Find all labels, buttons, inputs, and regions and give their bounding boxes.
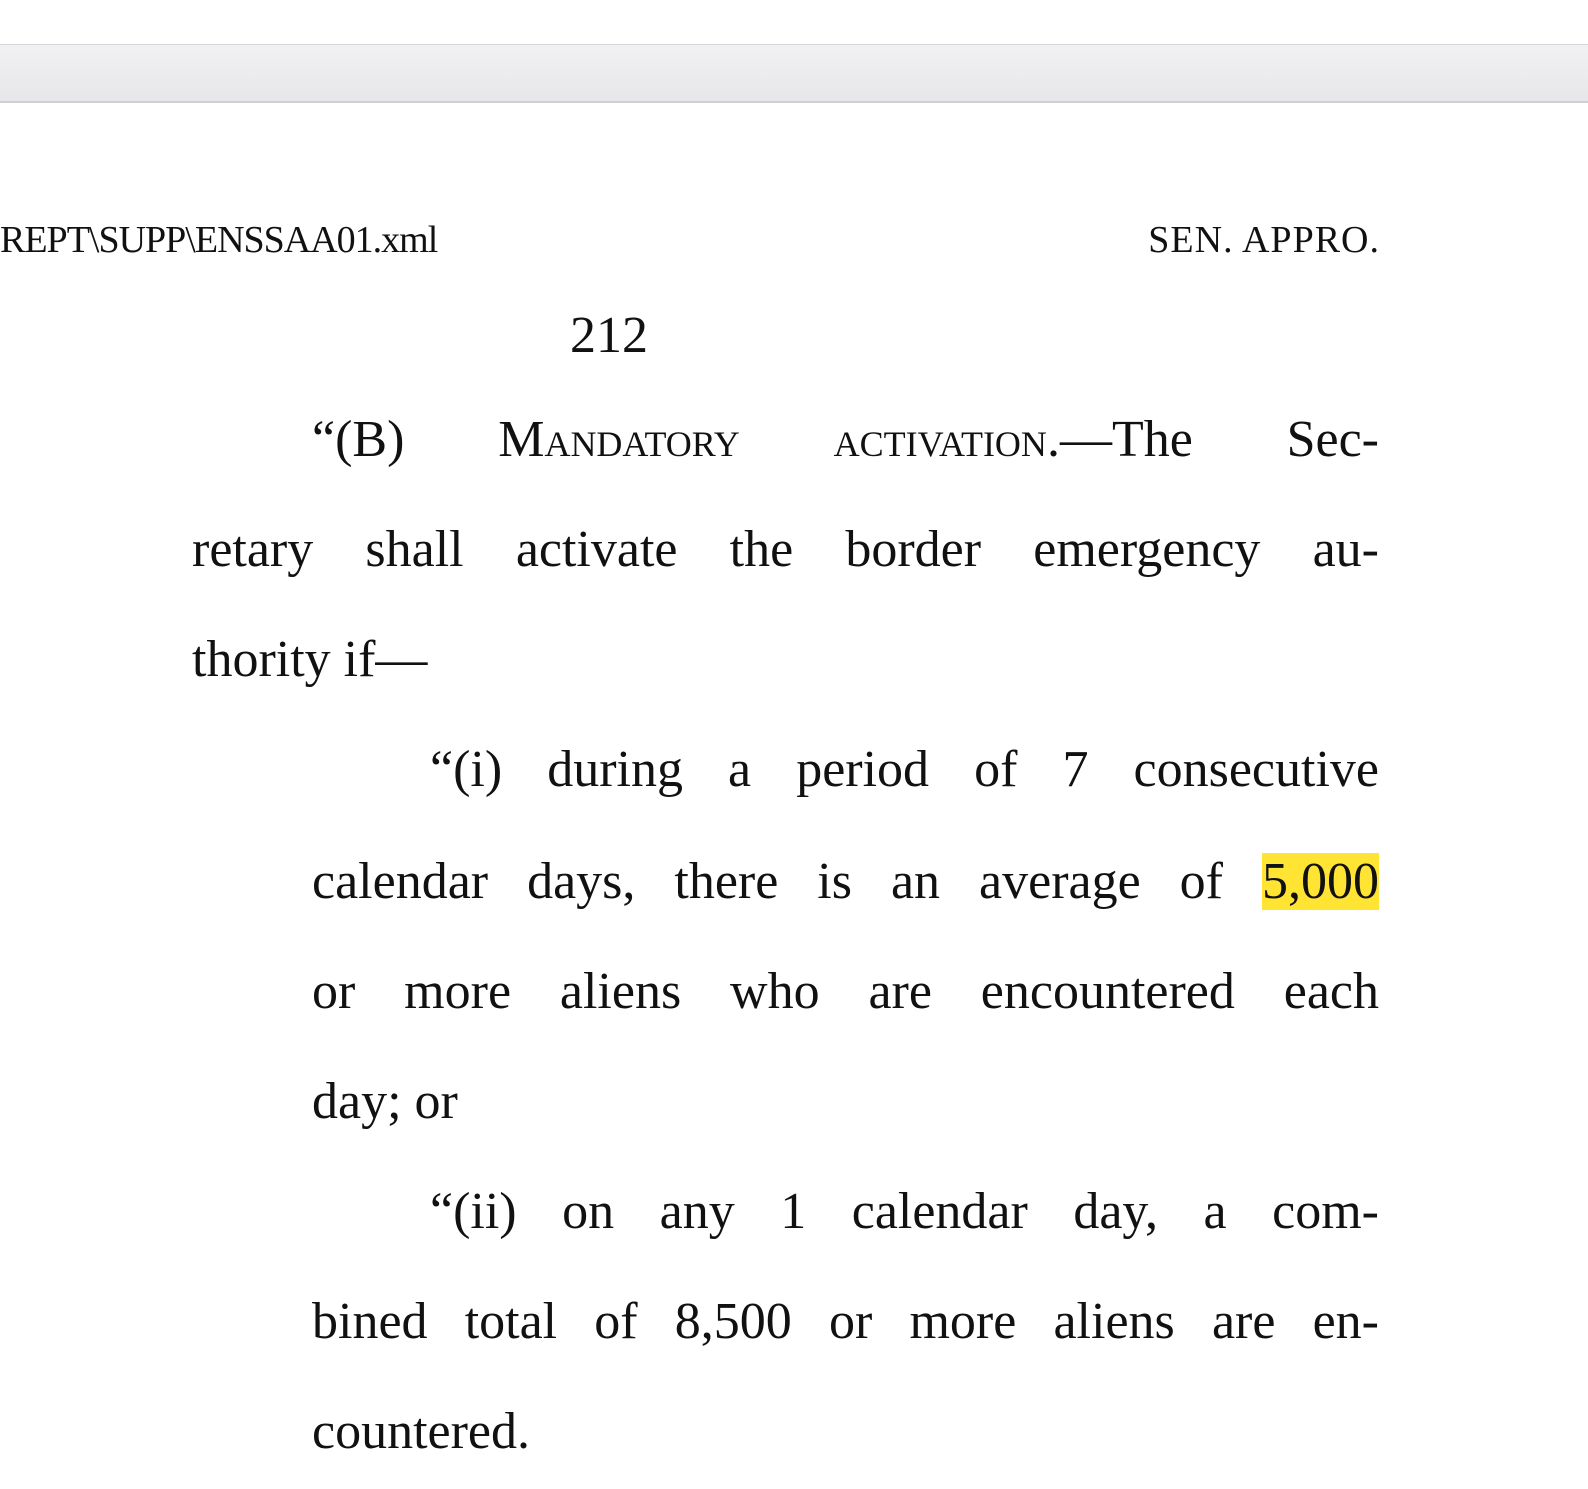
clause-i-line-2 (312, 852, 1379, 912)
top-margin (0, 0, 1588, 44)
para-b-line-1 (312, 410, 1379, 470)
clause-i-line-2-text: calendar days, there is an average of (312, 853, 1262, 910)
clause-i-line-4: day; or (312, 1073, 458, 1130)
para-b-after-heading: .—The Sec- (1046, 411, 1379, 468)
running-head-committee: SEN. APPRO. (1148, 219, 1380, 261)
page-number: 212 (570, 307, 648, 364)
clause-i-line-3: or more aliens who are encountered each (312, 963, 1379, 1020)
clause-i-line-1: “(i) during a period of 7 consecutive (430, 741, 1379, 798)
para-b-heading: Mandatory activation (498, 411, 1047, 468)
para-b-line-2: retary shall activate the border emergency au- (192, 521, 1379, 578)
running-head-file-path: REPT\SUPP\ENSSAA01.xml (0, 219, 438, 261)
clause-ii-line-1: “(ii) on any 1 calendar day, a com- (430, 1183, 1379, 1240)
clause-ii-line-3: countered. (312, 1403, 531, 1460)
viewer-toolbar[interactable] (0, 44, 1588, 104)
para-b-line-3: thority if— (192, 631, 428, 688)
para-b-open: “(B) (312, 411, 499, 468)
clause-ii-line-2: bined total of 8,500 or more aliens are en- (312, 1293, 1379, 1350)
highlighted-number: 5,000 (1262, 853, 1379, 910)
